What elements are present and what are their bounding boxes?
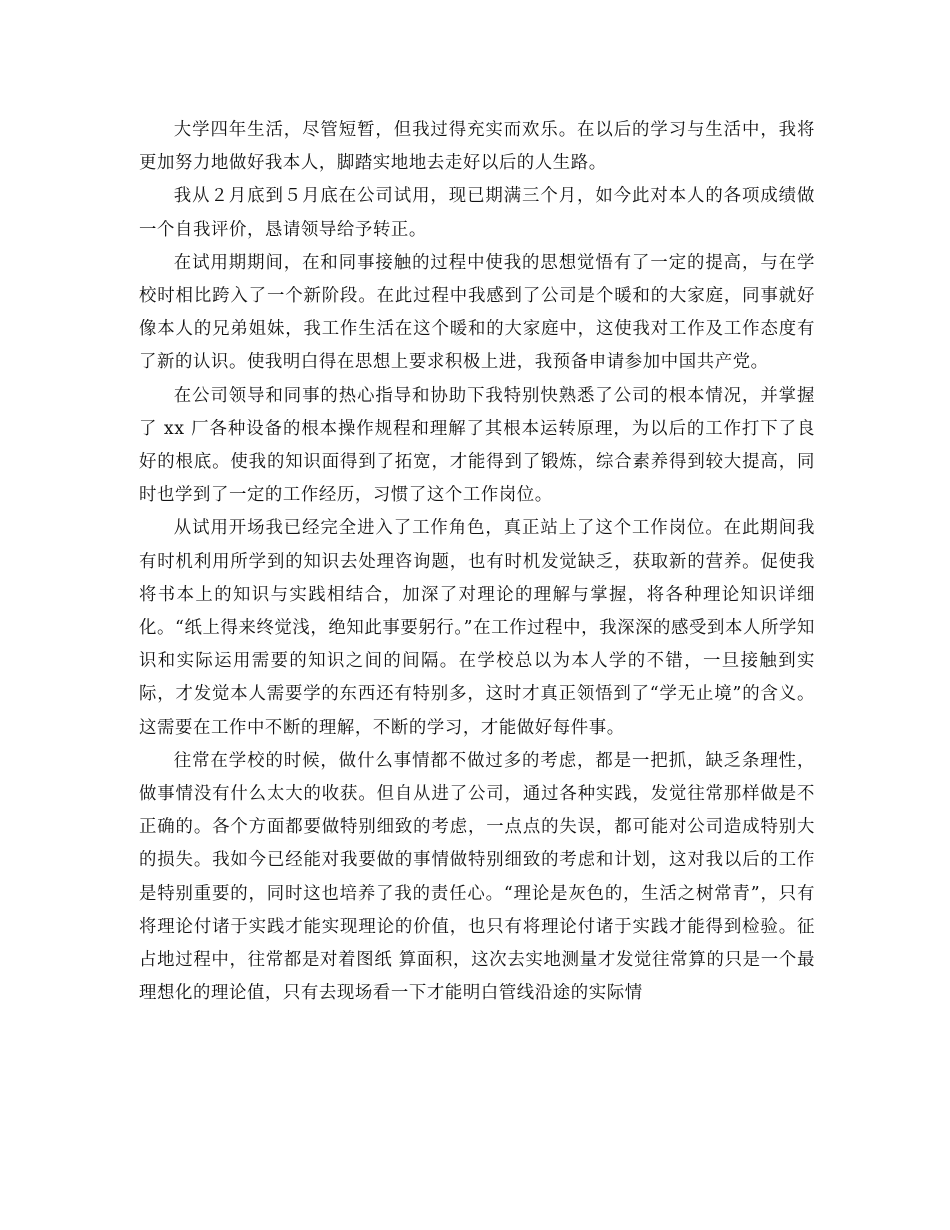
document-body [139, 114, 815, 1010]
paragraph: 往常在学校的时候，做什么事情都不做过多的考虑，都是一把抓，缺乏条理性，做事情没有什么太大的收获。但自从进了公司，通过各种实践，发觉往常那样做是不正确的。各个方面都要做特别细致的考虑，一点点的失误，都可能对公司造成特别大的损失。我如今已经能对我要做的事情做特别细致的考虑和计划，这对我以后的工作是特别重要的，同时这也培养了我的责任心。“理论是灰色的，生活之树常青”，只有将理论付诸于实践才能实现理论的价值，也只有将理论付诸于实践才能得到检验。征占地过程中，往常都是对着图纸 算面积，这次去实地测量才发觉往常算的只是一个最理想化的理论值，只有去现场看一下才能明白管线沿途的实际情 [139, 750, 815, 1004]
paragraph: 我从２月底到５月底在公司试用，现已期满三个月，如今此对本人的各项成绩做一个自我评价，恳请领导给予转正。 [139, 186, 815, 240]
paragraph: 从试用开场我已经完全进入了工作角色，真正站上了这个工作岗位。在此期间我有时机利用所学到的知识去处理咨询题，也有时机发觉缺乏，获取新的营养。促使我将书本上的知识与实践相结合，加深了对理论的理解与掌握，将各种理论知识详细化。“纸上得来终觉浅，绝知此事要躬行。”在工作过程中，我深深的感受到本人所学知识和实际运用需要的知识之间的间隔。在学校总以为本人学的不错，一旦接触到实际，才发觉本人需要学的东西还有特别多，这时才真正领悟到了“学无止境”的含义。这需要在工作中不断的理解，不断的学习，才能做好每件事。 [139, 518, 815, 738]
paragraph: 在试用期期间，在和同事接触的过程中使我的思想觉悟有了一定的提高，与在学校时相比跨入了一个新阶段。在此过程中我感到了公司是个暖和的大家庭，同事就好像本人的兄弟姐妹，我工作生活在这个暖和的大家庭中，这使我对工作及工作态度有了新的认识。使我明白得在思想上要求积极上进，我预备申请参加中国共产党。 [139, 252, 815, 373]
paragraph: 大学四年生活，尽管短暂，但我过得充实而欢乐。在以后的学习与生活中，我将更加努力地做好我本人，脚踏实地地去走好以后的人生路。 [139, 120, 815, 174]
paragraph: 在公司领导和同事的热心指导和协助下我特别快熟悉了公司的根本情况，并掌握了 xx 厂各种设备的根本操作规程和理解了其根本运转原理，为以后的工作打下了良好的根底。使我的知识面得到了拓宽，才能得到了锻炼，综合素养得到较大提高，同时也学到了一定的工作经历，习惯了这个工作岗位。 [139, 385, 815, 506]
